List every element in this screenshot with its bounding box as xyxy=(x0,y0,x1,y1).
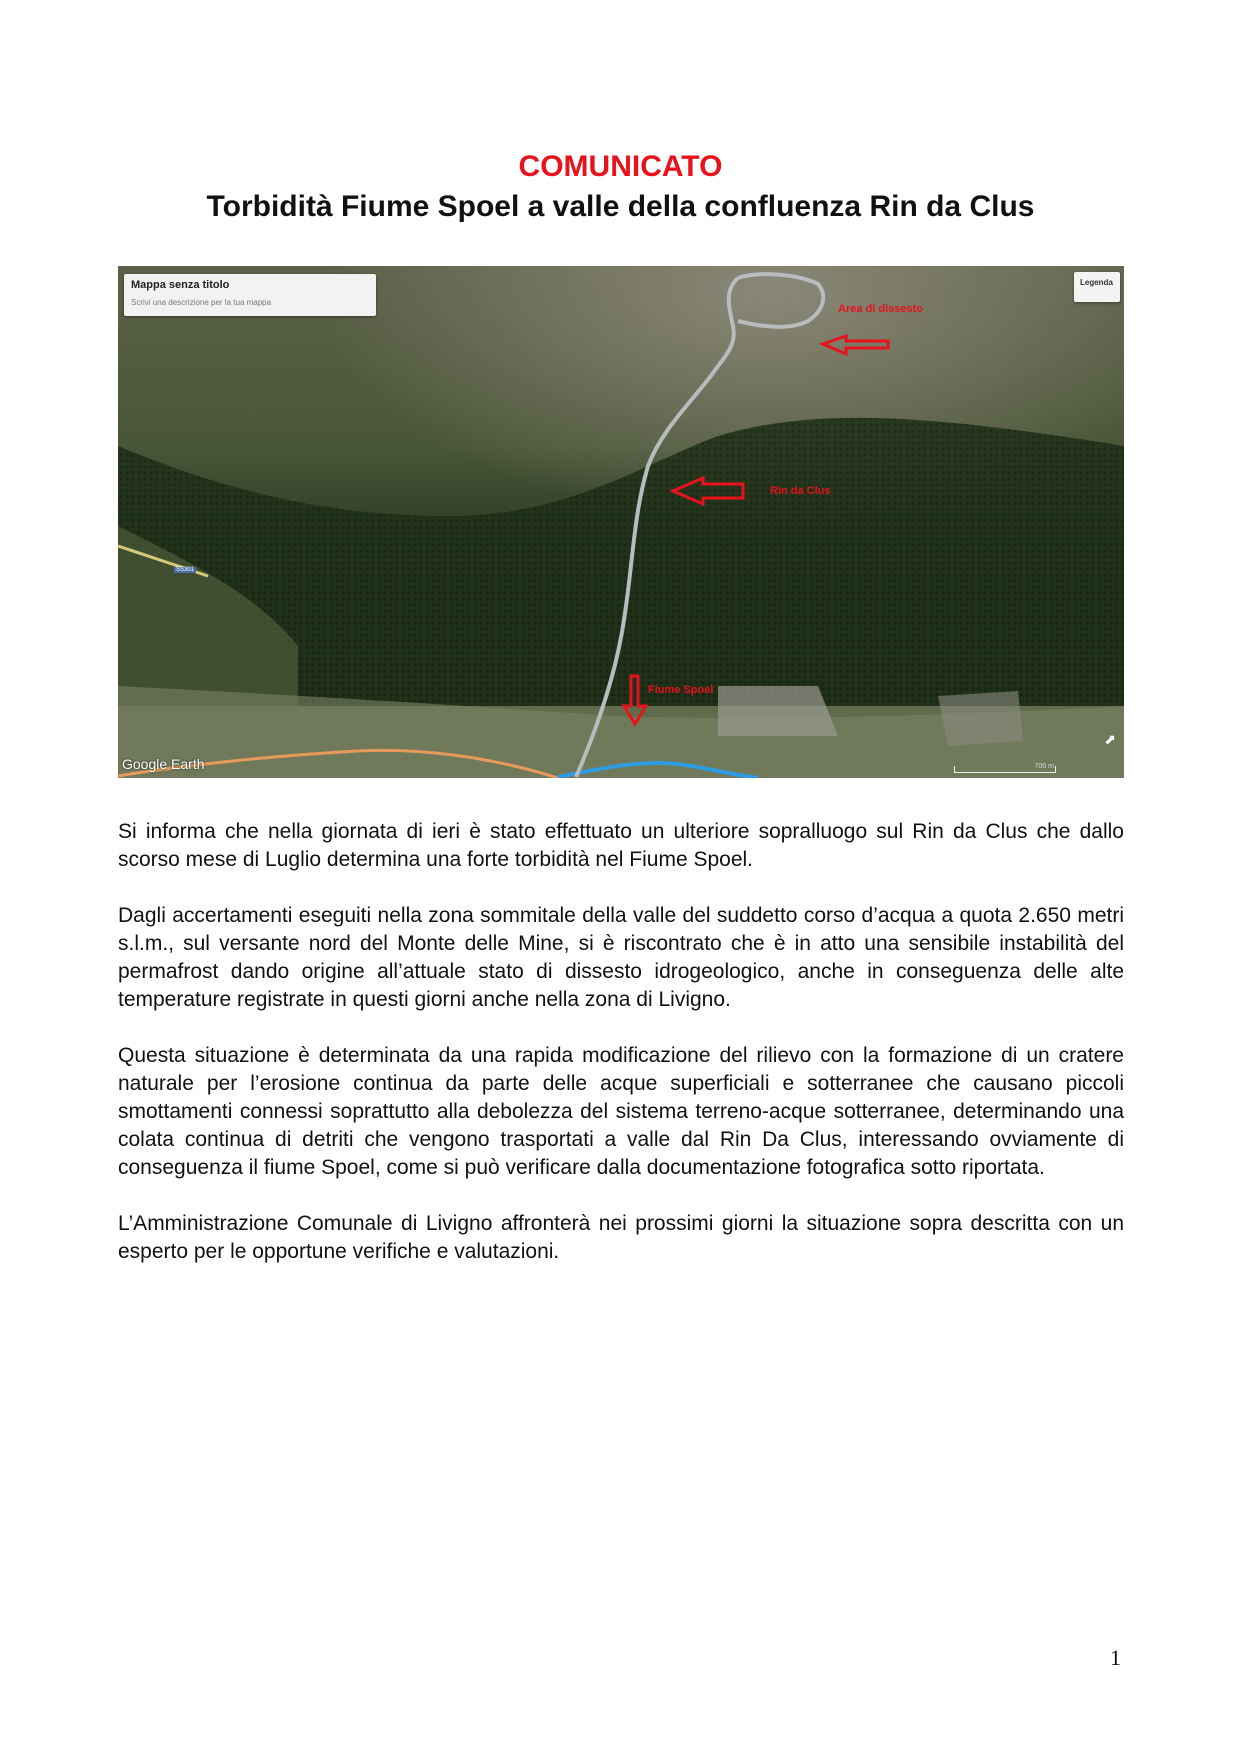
paragraph-3: Questa situazione è determinata da una rapida modificazione del rilievo con la formazione di un cratere naturale per l’erosione continua da parte delle acque superficiali e sotterranee che causano piccoli smottamenti connessi soprattutto alla debolezza del sistema terreno-acque sotterranee, determinando una colata continua di detriti che vengono trasportati a valle dal Rin Da Clus, interessando ovviamente di conseguenza il fiume Spoel, come si può verificare dalla documentazione fotografica sotto riportata. xyxy=(118,1044,1124,1179)
paragraph-2: Dagli accertamenti eseguiti nella zona sommitale della valle del suddetto corso d’acqua a quota 2.650 metri s.l.m., sul versante nord del Monte delle Mine, si è riscontrato che è in atto una sensibile instabilità del permafrost dando origine all’attuale stato di dissesto idrogeologico, anche in conseguenza delle alte temperature registrate in questi giorni anche nella zona di Livigno. xyxy=(118,904,1124,1011)
paragraph-1: Si informa che nella giornata di ieri è stato effettuato un ulteriore sopralluogo sul Rin da Clus che dallo scorso mese di Luglio determina una forte torbidità nel Fiume Spoel. xyxy=(118,820,1124,871)
document-title: COMUNICATO xyxy=(518,150,723,183)
legend-button[interactable] xyxy=(1074,272,1120,302)
road-shield-label: SS301 xyxy=(176,567,195,573)
map-label-fiume-spoel: Fiume Spoel xyxy=(648,684,714,696)
google-earth-logo: Google Earth xyxy=(122,756,205,772)
legend-button-label: Legenda xyxy=(1080,278,1113,287)
map-info-title: Mappa senza titolo xyxy=(131,279,230,291)
satellite-map-image xyxy=(118,266,1124,778)
map-terrain xyxy=(118,266,1124,778)
document-body xyxy=(118,818,1124,1294)
map-scale-label: 700 m xyxy=(1034,763,1054,770)
map-label-area-dissesto: Area di dissesto xyxy=(838,303,923,315)
north-arrow-icon: ⬈ xyxy=(1104,731,1116,747)
map-info-panel xyxy=(124,274,376,316)
paragraph-4: L’Amministrazione Comunale di Livigno affronterà nei prossimi giorni la situazione sopra descritta con un esperto per le opportune verifiche e valutazioni. xyxy=(118,1212,1124,1263)
page-number: 1 xyxy=(1110,1645,1121,1670)
map-label-rin-da-clus: Rin da Clus xyxy=(770,485,831,497)
map-info-description: Scrivi una descrizione per la tua mappa xyxy=(131,298,272,307)
document-subtitle: Torbidità Fiume Spoel a valle della confluenza Rin da Clus xyxy=(206,190,1035,223)
